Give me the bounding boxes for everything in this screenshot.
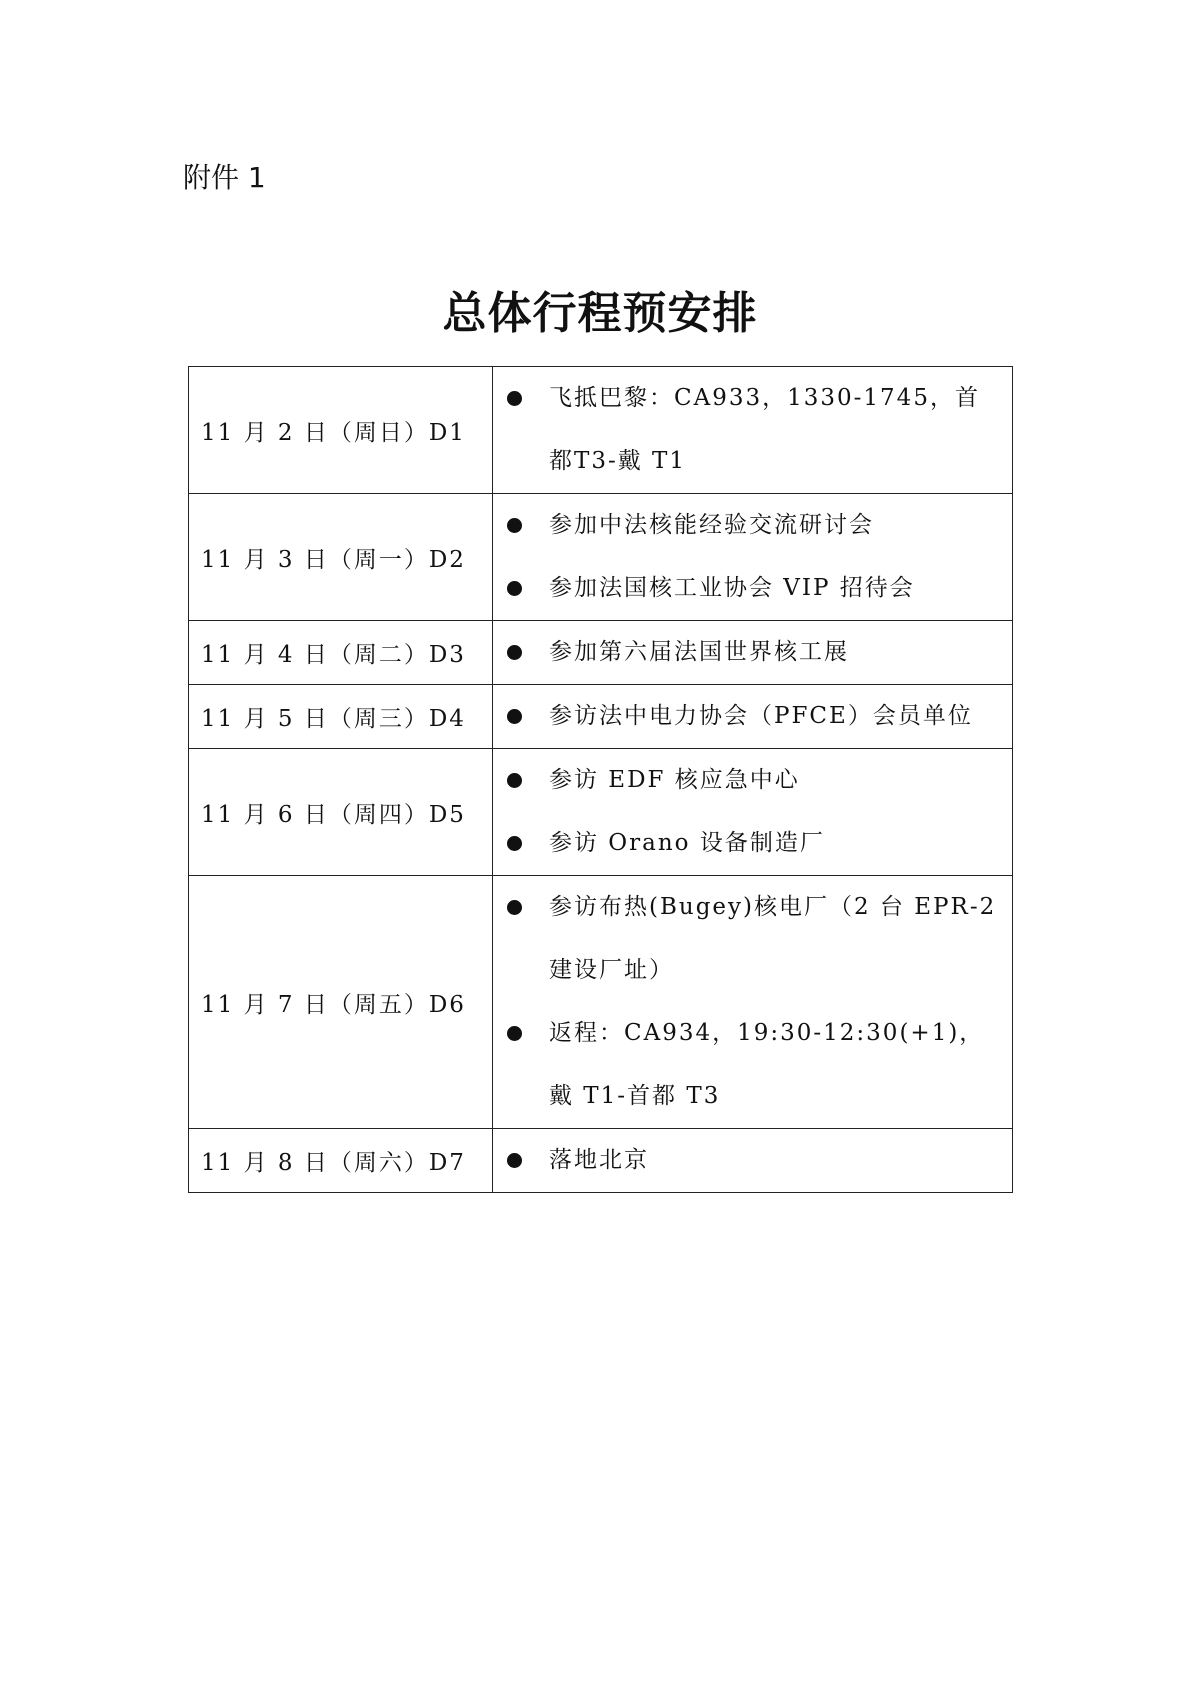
items-cell [493, 749, 1013, 876]
list-item [507, 557, 1000, 620]
date-cell: 11 月 3 日（周一）D2 [189, 494, 493, 621]
bullet-icon [507, 900, 522, 915]
item-text: 参访法中电力协会（PFCE）会员单位 [549, 703, 973, 729]
items-cell [493, 685, 1013, 749]
list-item [507, 685, 1000, 748]
bullet-icon [507, 1026, 522, 1041]
item-text: 参加法国核工业协会 VIP 招待会 [549, 575, 915, 601]
items-cell [493, 621, 1013, 685]
item-text: 参访布热(Bugey)核电厂（2 台 EPR-2 建设厂址） [549, 894, 997, 983]
item-text: 返程：CA934，19:30-12:30(+1)，戴 T1-首都 T3 [549, 1020, 985, 1109]
list-item [507, 812, 1000, 875]
item-text: 落地北京 [549, 1147, 649, 1173]
date-cell: 11 月 5 日（周三）D4 [189, 685, 493, 749]
list-item [507, 494, 1000, 557]
items-cell [493, 367, 1013, 494]
date-cell: 11 月 7 日（周五）D6 [189, 876, 493, 1129]
date-cell: 11 月 8 日（周六）D7 [189, 1129, 493, 1193]
list-item [507, 367, 1000, 493]
date-cell: 11 月 4 日（周二）D3 [189, 621, 493, 685]
items-cell [493, 494, 1013, 621]
item-text: 参访 EDF 核应急中心 [549, 767, 800, 793]
document-title: 总体行程预安排 [442, 288, 758, 339]
list-item [507, 749, 1000, 812]
table-row [189, 749, 1013, 876]
item-text: 参加中法核能经验交流研讨会 [549, 512, 874, 538]
list-item [507, 876, 1000, 1002]
bullet-icon [507, 773, 522, 788]
items-cell [493, 1129, 1013, 1193]
bullet-icon [507, 518, 522, 533]
bullet-icon [507, 836, 522, 851]
items-cell [493, 876, 1013, 1129]
list-item [507, 621, 1000, 684]
bullet-icon [507, 1153, 522, 1168]
date-cell: 11 月 2 日（周日）D1 [189, 367, 493, 494]
table-row [189, 494, 1013, 621]
attachment-label: 附件 1 [183, 161, 266, 194]
list-item [507, 1129, 1000, 1192]
item-text: 参访 Orano 设备制造厂 [549, 830, 825, 856]
bullet-icon [507, 645, 522, 660]
table-row [189, 1129, 1013, 1193]
item-text: 参加第六届法国世界核工展 [549, 639, 849, 665]
bullet-icon [507, 391, 522, 406]
table-row [189, 685, 1013, 749]
itinerary-table [188, 366, 1013, 1193]
table-row [189, 621, 1013, 685]
table-row [189, 876, 1013, 1129]
bullet-icon [507, 581, 522, 596]
date-cell: 11 月 6 日（周四）D5 [189, 749, 493, 876]
list-item [507, 1002, 1000, 1128]
bullet-icon [507, 709, 522, 724]
item-text: 飞抵巴黎：CA933，1330-1745，首都T3-戴 T1 [549, 385, 980, 474]
table-row [189, 367, 1013, 494]
